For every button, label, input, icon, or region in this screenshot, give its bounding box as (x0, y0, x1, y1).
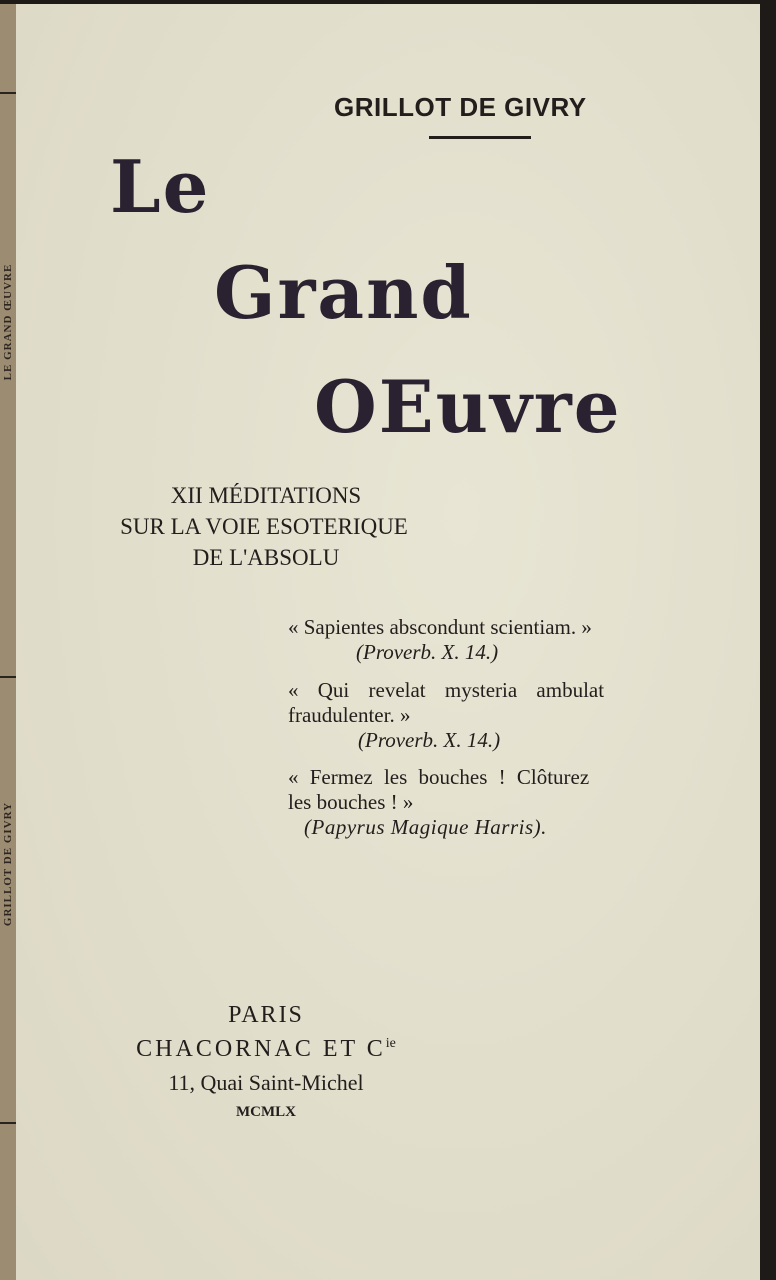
spine-rule (0, 1122, 16, 1124)
epigraph (288, 615, 643, 665)
publisher-name-sup: ie (385, 1036, 396, 1051)
title-rule (429, 136, 531, 139)
subtitle-line: SUR LA VOIE ESOTERIQUE (120, 514, 408, 539)
book-spine (0, 4, 17, 1280)
title-line-1: Le (110, 144, 211, 229)
author-name: GRILLOT DE GIVRY (334, 92, 587, 122)
publisher-name (46, 1036, 486, 1063)
title-line-2: Grand (214, 250, 473, 335)
spine-title: LE GRAND ŒUVRE (2, 263, 14, 381)
epigraph-source: (Papyrus Magique Harris). (304, 815, 547, 839)
spine-rule (0, 676, 16, 678)
epigraph-source: (Proverb. X. 14.) (356, 640, 499, 664)
epigraph-text: les bouches ! » (288, 790, 414, 814)
spine-author: GRILLOT DE GIVRY (2, 801, 14, 927)
title-line-3: OEuvre (314, 364, 622, 449)
spine-rule (0, 92, 16, 94)
epigraph (288, 678, 643, 753)
epigraph-text: « Fermez les bouches ! Clôturez (288, 765, 590, 789)
subtitle-line: XII MÉDITATIONS (170, 483, 362, 508)
epigraph-text: « Qui revelat mysteria ambulat (288, 678, 605, 702)
publisher-name-text: CHACORNAC ET C (136, 1036, 386, 1062)
epigraph-text: fraudulenter. » (288, 703, 411, 727)
epigraph-text: « Sapientes abscondunt scientiam. » (288, 615, 592, 639)
publisher-address: 11, Quai Saint-Michel (168, 1070, 364, 1095)
epigraph (288, 765, 643, 840)
subtitle-line: DE L'ABSOLU (192, 545, 340, 570)
publication-year: MCMLX (236, 1104, 296, 1120)
publisher-city: PARIS (228, 1002, 304, 1028)
epigraph-source: (Proverb. X. 14.) (358, 728, 501, 752)
book-cover (16, 4, 760, 1280)
